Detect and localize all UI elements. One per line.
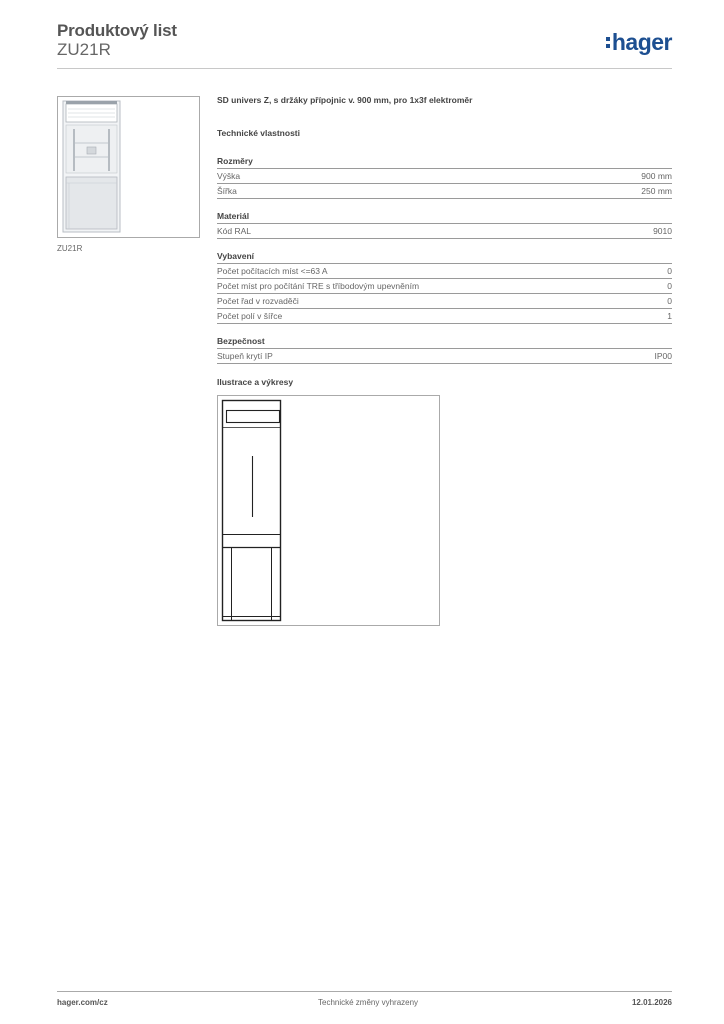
section-equipment <box>217 251 672 324</box>
footer-divider <box>57 991 672 992</box>
header-divider <box>57 68 672 69</box>
row-label: Stupeň krytí IP <box>217 351 273 361</box>
section-title: Rozměry <box>217 156 672 169</box>
section-title: Bezpečnost <box>217 336 672 349</box>
row-label: Počet polí v šířce <box>217 311 283 321</box>
row-label: Výška <box>217 171 241 181</box>
logo-dots-icon <box>606 37 610 48</box>
row-value: 900 mm <box>641 171 672 181</box>
table-row <box>217 279 672 294</box>
logo-text: hager <box>611 29 672 55</box>
row-value: 0 <box>667 281 672 291</box>
image-caption: ZU21R <box>57 244 83 253</box>
footer-website-link[interactable]: hager.com/cz <box>57 998 108 1007</box>
document-title: Produktový list <box>57 21 177 40</box>
section-dimensions <box>217 156 672 199</box>
section-material <box>217 211 672 239</box>
section-safety <box>217 336 672 364</box>
product-photo-icon <box>58 97 199 237</box>
row-value: 1 <box>667 311 672 321</box>
row-label: Počet řad v rozvaděči <box>217 296 299 306</box>
cabinet-drawing-icon <box>218 396 439 625</box>
footer-date: 12.01.2026 <box>631 998 672 1007</box>
row-value: 250 mm <box>641 186 672 196</box>
table-row <box>217 309 672 324</box>
table-row <box>217 184 672 199</box>
table-row <box>217 224 672 239</box>
table-row <box>217 349 672 364</box>
row-value: 9010 <box>653 226 672 236</box>
table-row <box>217 294 672 309</box>
row-value: IP00 <box>654 351 672 361</box>
row-label: Šířka <box>217 186 237 196</box>
row-label: Počet počítacích míst <=63 A <box>217 266 328 276</box>
product-code: ZU21R <box>57 40 111 59</box>
row-value: 0 <box>667 266 672 276</box>
table-row <box>217 169 672 184</box>
row-label: Počet míst pro počítání TRE s tříbodovým upevněním <box>217 281 420 291</box>
footer-disclaimer: Technické změny vyhrazeny <box>318 998 419 1007</box>
product-image <box>57 96 200 238</box>
row-label: Kód RAL <box>217 226 252 236</box>
table-row <box>217 264 672 279</box>
section-title: Materiál <box>217 211 672 224</box>
technical-properties-heading: Technické vlastnosti <box>217 128 300 138</box>
illustrations-heading: Ilustrace a výkresy <box>217 377 294 387</box>
technical-drawing <box>217 395 440 626</box>
row-value: 0 <box>667 296 672 306</box>
product-description: SD univers Z, s držáky přípojnic v. 900 mm, pro 1x3f elektroměr <box>217 95 473 105</box>
hager-logo[interactable] <box>606 29 672 56</box>
section-title: Vybavení <box>217 251 672 264</box>
main-content <box>217 95 672 626</box>
